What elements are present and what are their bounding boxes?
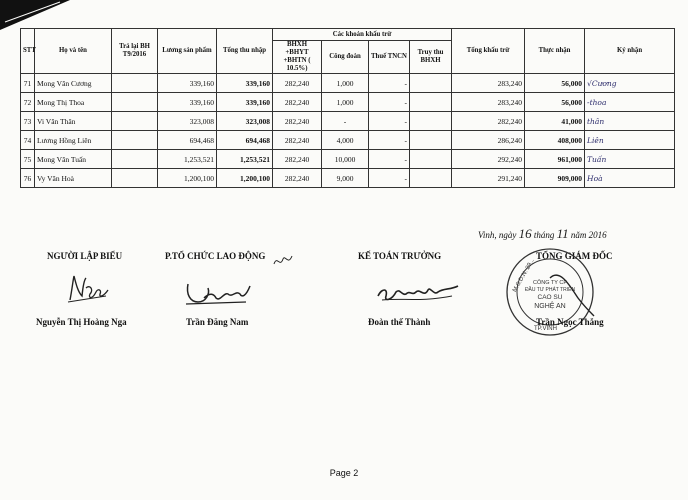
preparer-role: NGƯỜI LẬP BIỂU [47, 251, 123, 261]
header-insurance: BHXH +BHYT +BHTN ( 10.5%) [273, 41, 322, 74]
payroll-table [20, 28, 675, 188]
cell-net: 56,000 [525, 93, 585, 112]
cell-total-income: 339,160 [217, 93, 273, 112]
header-net: Thực nhận [525, 29, 585, 74]
stamp-line3: CAO SU [537, 294, 563, 301]
cell-tax: - [369, 169, 410, 188]
date-month-label: tháng [533, 230, 555, 240]
accountant-signature [372, 276, 472, 308]
cell-signature: √Cương [585, 74, 675, 93]
cell-tax: - [369, 150, 410, 169]
cell-refund [112, 131, 158, 150]
cell-refund [112, 169, 158, 188]
header-total-deduct: Tổng khấu trừ [452, 29, 525, 74]
cell-tax: - [369, 93, 410, 112]
cell-recovery [410, 93, 452, 112]
labor-signature [180, 278, 260, 308]
cell-product-salary: 1,200,100 [158, 169, 217, 188]
stamp-city: TP.VINH [534, 326, 557, 332]
cell-product-salary: 339,160 [158, 93, 217, 112]
cell-total-income: 1,200,100 [217, 169, 273, 188]
cell-refund [112, 112, 158, 131]
cell-stt: 74 [21, 131, 35, 150]
cell-tax: - [369, 131, 410, 150]
cell-refund [112, 74, 158, 93]
cell-net: 41,000 [525, 112, 585, 131]
cell-tax: - [369, 112, 410, 131]
cell-stt: 71 [21, 74, 35, 93]
preparer-signature [64, 272, 114, 306]
cell-product-salary: 323,008 [158, 112, 217, 131]
table-row [21, 74, 675, 93]
cell-name: Vi Văn Thân [35, 112, 112, 131]
cell-total-deduct: 283,240 [452, 74, 525, 93]
cell-stt: 73 [21, 112, 35, 131]
cell-name: Lương Hồng Liên [35, 131, 112, 150]
cell-recovery [410, 169, 452, 188]
cell-net: 56,000 [525, 74, 585, 93]
cell-signature: Hoà [585, 169, 675, 188]
cell-insurance: 282,240 [273, 169, 322, 188]
cell-refund [112, 93, 158, 112]
cell-insurance: 282,240 [273, 131, 322, 150]
header-deductions-group: Các khoản khấu trừ [273, 29, 452, 41]
cell-signature: Tuấn [585, 150, 675, 169]
date-prefix: Vinh, ngày [478, 230, 517, 240]
header-name: Họ và tên [35, 29, 112, 74]
cell-signature: -thoa [585, 93, 675, 112]
cell-union: 4,000 [322, 131, 369, 150]
cell-product-salary: 1,253,521 [158, 150, 217, 169]
table-row [21, 131, 675, 150]
cell-recovery [410, 131, 452, 150]
cell-union: - [322, 112, 369, 131]
page-number: Page 2 [329, 468, 359, 478]
table-row [21, 112, 675, 131]
date-day: 16 [518, 226, 532, 241]
date-year-label: năm 2016 [570, 230, 607, 240]
cell-total-income: 694,468 [217, 131, 273, 150]
cell-refund [112, 150, 158, 169]
cell-net: 408,000 [525, 131, 585, 150]
director-role: TỔNG GIÁM ĐỐC [536, 251, 613, 261]
cell-tax: - [369, 74, 410, 93]
cell-total-income: 339,160 [217, 74, 273, 93]
header-union: Công đoàn [322, 41, 369, 74]
cell-total-deduct: 282,240 [452, 112, 525, 131]
cell-recovery [410, 150, 452, 169]
date-month: 11 [556, 226, 569, 241]
header-sign: Ký nhận [585, 29, 675, 74]
labor-role: P.TỔ CHỨC LAO ĐỘNG [165, 251, 266, 261]
cell-signature: Liên [585, 131, 675, 150]
cell-recovery [410, 74, 452, 93]
header-product-salary: Lương sản phẩm [158, 29, 217, 74]
cell-total-deduct: 292,240 [452, 150, 525, 169]
cell-product-salary: 339,160 [158, 74, 217, 93]
header-refund: Trả lại BH T9/2016 [112, 29, 158, 74]
header-stt: STT [21, 29, 35, 74]
initials-mark [272, 252, 294, 270]
header-tax: Thuế TNCN [369, 41, 410, 74]
cell-name: Mong Văn Tuấn [35, 150, 112, 169]
header-total-income: Tổng thu nhập [217, 29, 273, 74]
stamp-line1: CÔNG TY CP [532, 280, 568, 286]
cell-name: Mong Thị Thoa [35, 93, 112, 112]
cell-union: 1,000 [322, 93, 369, 112]
cell-net: 909,000 [525, 169, 585, 188]
stamp-line2: ĐẦU TƯ PHÁT TRIỂN [524, 287, 576, 293]
table-row [21, 93, 675, 112]
cell-insurance: 282,240 [273, 150, 322, 169]
cell-total-deduct: 286,240 [452, 131, 525, 150]
cell-union: 9,000 [322, 169, 369, 188]
cell-total-deduct: 283,240 [452, 93, 525, 112]
accountant-name: Đoàn thế Thành [368, 317, 431, 327]
scan-corner-mark [0, 0, 70, 30]
accountant-role: KẾ TOÁN TRƯỞNG [358, 251, 442, 261]
cell-union: 10,000 [322, 150, 369, 169]
cell-insurance: 282,240 [273, 112, 322, 131]
cell-total-income: 1,253,521 [217, 150, 273, 169]
cell-product-salary: 694,468 [158, 131, 217, 150]
labor-name: Trần Đăng Nam [186, 317, 249, 327]
date-line [478, 226, 607, 242]
cell-union: 1,000 [322, 74, 369, 93]
cell-stt: 76 [21, 169, 35, 188]
cell-stt: 72 [21, 93, 35, 112]
director-name: Trần Ngọc Thắng [536, 317, 604, 327]
preparer-name: Nguyễn Thị Hoàng Nga [36, 317, 127, 327]
cell-insurance: 282,240 [273, 74, 322, 93]
stamp-line4: NGHỆ AN [534, 303, 566, 310]
cell-name: Vy Văn Hoà [35, 169, 112, 188]
cell-recovery [410, 112, 452, 131]
table-row [21, 150, 675, 169]
cell-insurance: 282,240 [273, 93, 322, 112]
cell-total-deduct: 291,240 [452, 169, 525, 188]
cell-signature: thân [585, 112, 675, 131]
cell-net: 961,000 [525, 150, 585, 169]
table-row [21, 169, 675, 188]
header-recovery: Truy thu BHXH [410, 41, 452, 74]
stamp-ring-text: M.S.D.N: 29... [512, 257, 537, 294]
cell-name: Mong Văn Cương [35, 74, 112, 93]
cell-total-income: 323,008 [217, 112, 273, 131]
cell-stt: 75 [21, 150, 35, 169]
